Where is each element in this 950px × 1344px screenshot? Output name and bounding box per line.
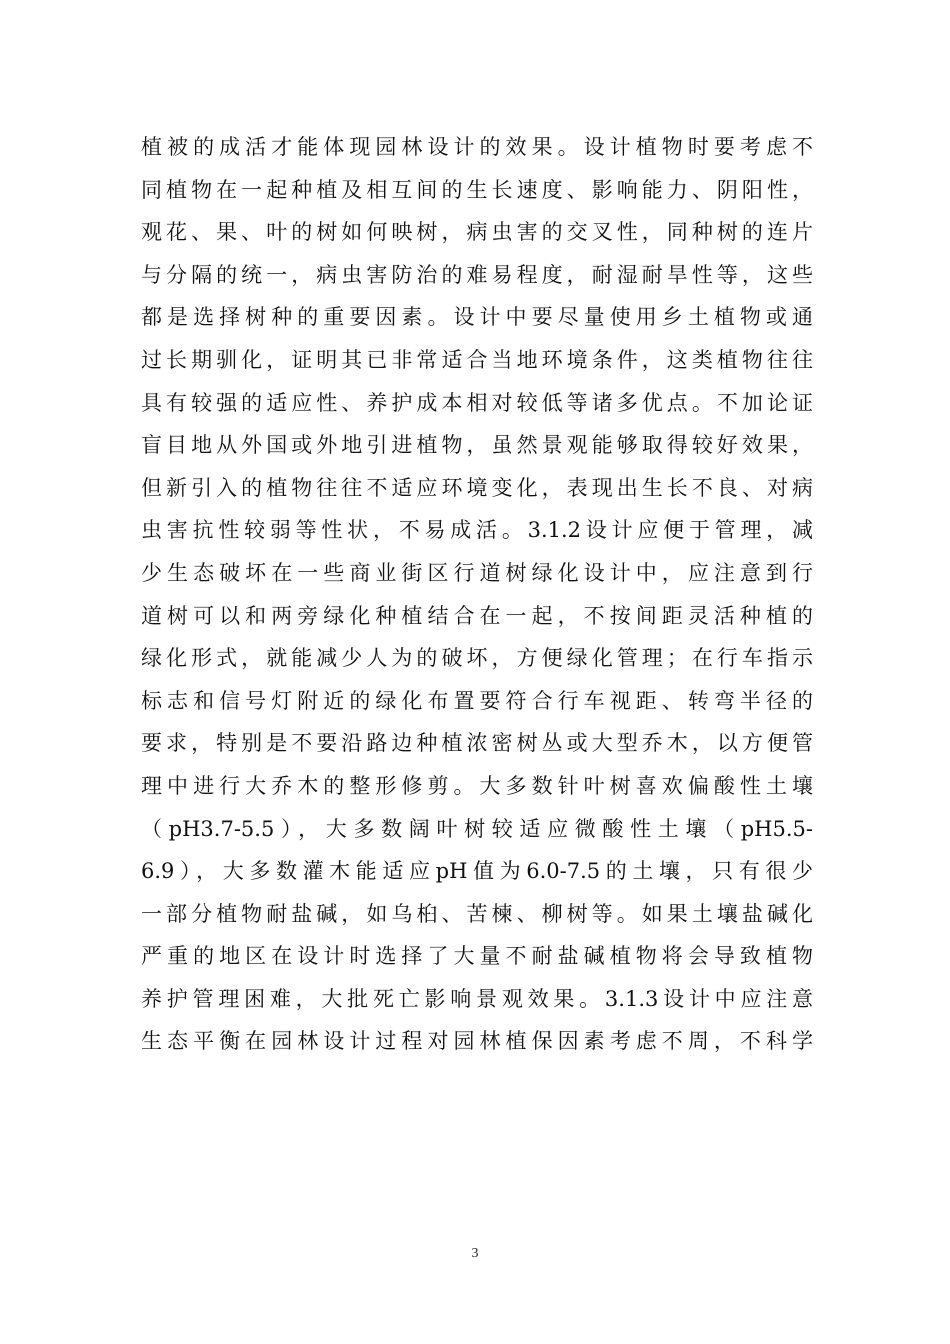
text-line: 但新引入的植物往往不适应环境变化，表现出生长不良、对病 [141, 475, 813, 500]
text-line: 都是选择树种的重要因素。设计中要尽量使用乡土植物或通 [141, 305, 813, 330]
text-line: （pH3.7-5.5），大多数阔叶树较适应微酸性土壤（pH5.5- [141, 816, 813, 841]
body-text [141, 126, 813, 1063]
text-line: 标志和信号灯附近的绿化布置要符合行车视距、转弯半径的 [141, 688, 813, 713]
text-line: 植被的成活才能体现园林设计的效果。设计植物时要考虑不 [141, 135, 813, 159]
text-line: 过长期驯化，证明其已非常适合当地环境条件，这类植物往往 [141, 347, 813, 372]
text-line: 一部分植物耐盐碱，如乌桕、苦楝、柳树等。如果土壤盐碱化 [141, 901, 813, 926]
text-line: 生态平衡在园林设计过程对园林植保因素考虑不周，不科学 [141, 1029, 813, 1054]
text-line: 少生态破坏在一些商业街区行道树绿化设计中，应注意到行 [141, 560, 813, 585]
text-line: 养护管理困难，大批死亡影响景观效果。3.1.3设计中应注意 [141, 986, 813, 1011]
text-line: 虫害抗性较弱等性状，不易成活。3.1.2设计应便于管理，减 [141, 518, 813, 543]
text-line: 盲目地从外国或外地引进植物，虽然景观能够取得较好效果， [141, 433, 813, 458]
text-line: 同植物在一起种植及相互间的生长速度、影响能力、阴阳性， [141, 177, 813, 202]
text-line: 6.9），大多数灌木能适应pH值为6.0-7.5的土壤，只有很少 [141, 859, 813, 884]
text-line: 观花、果、叶的树如何映树，病虫害的交叉性，同种树的连片 [141, 220, 813, 245]
text-line: 具有较强的适应性、养护成本相对较低等诸多优点。不加论证 [141, 390, 813, 415]
page-number: 3 [471, 1246, 479, 1261]
text-line: 与分隔的统一，病虫害防治的难易程度，耐湿耐旱性等，这些 [141, 262, 813, 287]
text-line: 绿化形式，就能减少人为的破坏，方便绿化管理；在行车指示 [141, 646, 813, 671]
text-line: 道树可以和两旁绿化种植结合在一起，不按间距灵活种植的 [141, 603, 813, 628]
text-line: 理中进行大乔木的整形修剪。大多数针叶树喜欢偏酸性土壤 [141, 773, 813, 798]
text-line: 要求，特别是不要沿路边种植浓密树丛或大型乔木，以方便管 [141, 731, 813, 756]
text-line: 严重的地区在设计时选择了大量不耐盐碱植物将会导致植物 [141, 944, 813, 969]
